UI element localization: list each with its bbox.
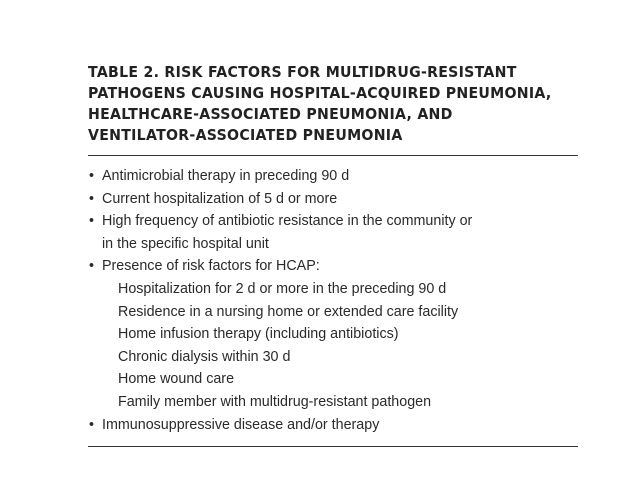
table-title-line: PATHOGENS CAUSING HOSPITAL-ACQUIRED PNEUMONIA, [88, 84, 552, 102]
list-item-text: Immunosuppressive disease and/or therapy [102, 416, 380, 433]
list-item-text-line: in the specific hospital unit [102, 235, 269, 252]
table-title-line: HEALTHCARE-ASSOCIATED PNEUMONIA, AND [88, 105, 453, 123]
table-title [88, 62, 576, 146]
list-item [88, 210, 578, 255]
sub-list-item: Home infusion therapy (including antibiotics) [118, 326, 399, 343]
table-bottom-rule [88, 446, 578, 447]
table-title-line: VENTILATOR-ASSOCIATED PNEUMONIA [88, 126, 403, 144]
sub-list-item: Hospitalization for 2 d or more in the preceding 90 d [118, 280, 447, 297]
bullet: • [89, 213, 95, 230]
bullet: • [89, 168, 95, 184]
risk-factors-table [88, 62, 578, 447]
bullet: • [89, 416, 95, 433]
list-item-text: Presence of risk factors for HCAP: [102, 258, 320, 275]
hcap-subitem-list [102, 278, 578, 414]
sub-list-item: Family member with multidrug-resistant pathogen [118, 393, 432, 410]
list-item-text: Antimicrobial therapy in preceding 90 d [102, 168, 350, 184]
list-item-text: Current hospitalization of 5 d or more [102, 190, 338, 207]
list-item [88, 255, 578, 413]
risk-factor-list [88, 165, 578, 436]
sub-list-item: Chronic dialysis within 30 d [118, 348, 291, 365]
sub-list-item: Residence in a nursing home or extended care facility [118, 303, 459, 320]
list-item [88, 188, 578, 211]
table-title-line: TABLE 2. RISK FACTORS FOR MULTIDRUG-RESISTANT [88, 63, 517, 81]
list-item [88, 165, 578, 188]
sub-list-item: Home wound care [118, 371, 235, 388]
title-divider [88, 155, 578, 156]
list-item-text-line: High frequency of antibiotic resistance in the community or [102, 213, 473, 230]
bullet: • [89, 190, 95, 207]
bullet: • [89, 258, 95, 275]
list-item [88, 414, 578, 437]
